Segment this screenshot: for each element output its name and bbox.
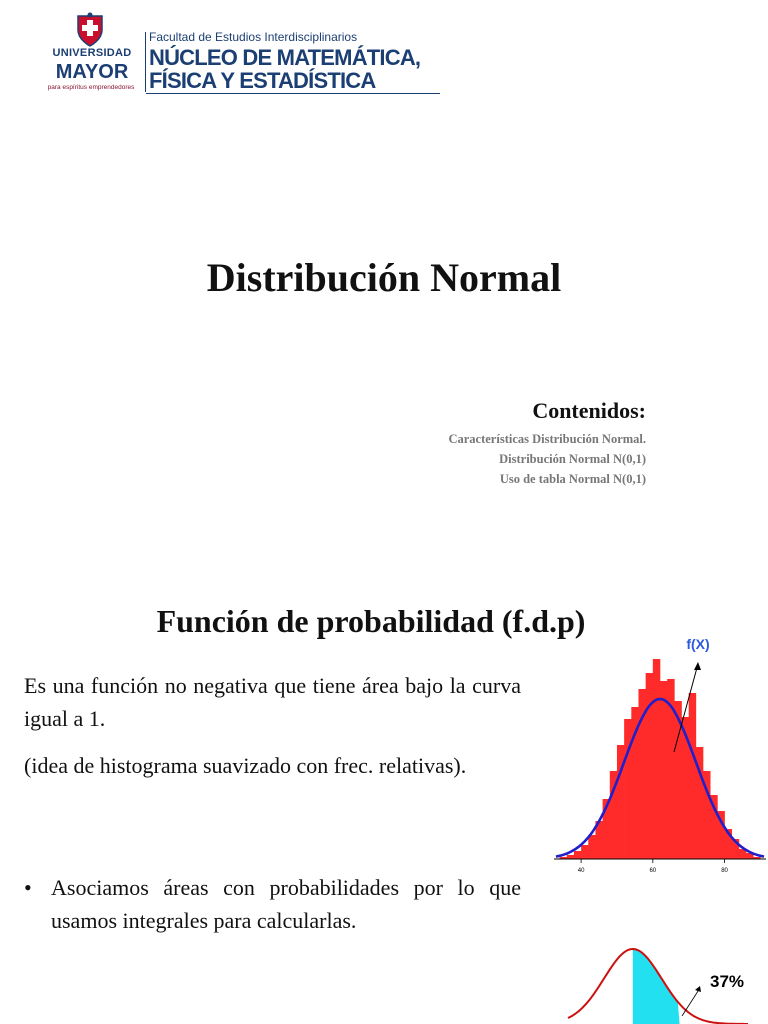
contents-item-3: Uso de tabla Normal N(0,1) (499, 472, 646, 486)
histogram-bar (588, 835, 595, 859)
contents-item-1: Características Distribución Normal. (448, 432, 646, 446)
university-crest-icon (76, 12, 104, 48)
shaded-area (633, 949, 680, 1024)
university-name-line2: MAYOR (55, 61, 129, 83)
histogram-x-ticks (578, 859, 729, 874)
paragraph-areas: Asociamos áreas con probabilidades por lo que usamos integrales para calcularlas. (51, 875, 521, 933)
histogram-bar (689, 693, 696, 859)
annotation-arrowhead (694, 662, 701, 670)
histogram-bar (653, 659, 660, 859)
page-title: Distribución Normal (206, 255, 562, 300)
paragraph-definition: Es una función no negativa que tiene área bajo la curva igual a 1. (24, 673, 521, 731)
x-tick-label: 40 (577, 868, 585, 874)
university-tagline: para espíritus emprendedores (47, 84, 135, 91)
histogram-bar (567, 855, 574, 859)
fx-annotation-label: f(X) (686, 636, 710, 652)
nucleo-name-line2: FÍSICA Y ESTADÍSTICA (149, 68, 376, 93)
histogram-bar (574, 851, 581, 859)
histogram-bars (560, 659, 761, 859)
histogram-bar (624, 719, 631, 859)
nucleo-name-line1: NÚCLEO DE MATEMÁTICA, (149, 45, 421, 70)
paragraph-histogram-idea: (idea de histograma suavizado con frec. relativas). (24, 753, 467, 778)
faculty-name: Facultad de Estudios Interdisciplinarios (149, 30, 358, 44)
percent-annotation-label: 37% (710, 972, 745, 991)
area-annotation-arrow (682, 988, 700, 1016)
histogram-bar (581, 845, 588, 859)
section-title: Función de probabilidad (f.d.p) (156, 603, 586, 639)
header-underline (146, 93, 440, 94)
university-name-line1: UNIVERSIDAD (52, 47, 132, 59)
header-divider (145, 32, 146, 92)
header (0, 0, 768, 110)
x-tick-label: 80 (721, 868, 728, 874)
contents-item-2: Distribución Normal N(0,1) (499, 452, 646, 466)
x-tick-label: 60 (649, 868, 657, 874)
histogram-bar (646, 673, 653, 859)
histogram-bar (660, 681, 667, 859)
histogram-chart (552, 632, 768, 882)
bullet-marker: • (24, 875, 32, 900)
contents-heading: Contenidos: (532, 398, 646, 423)
area-chart (560, 940, 768, 1024)
